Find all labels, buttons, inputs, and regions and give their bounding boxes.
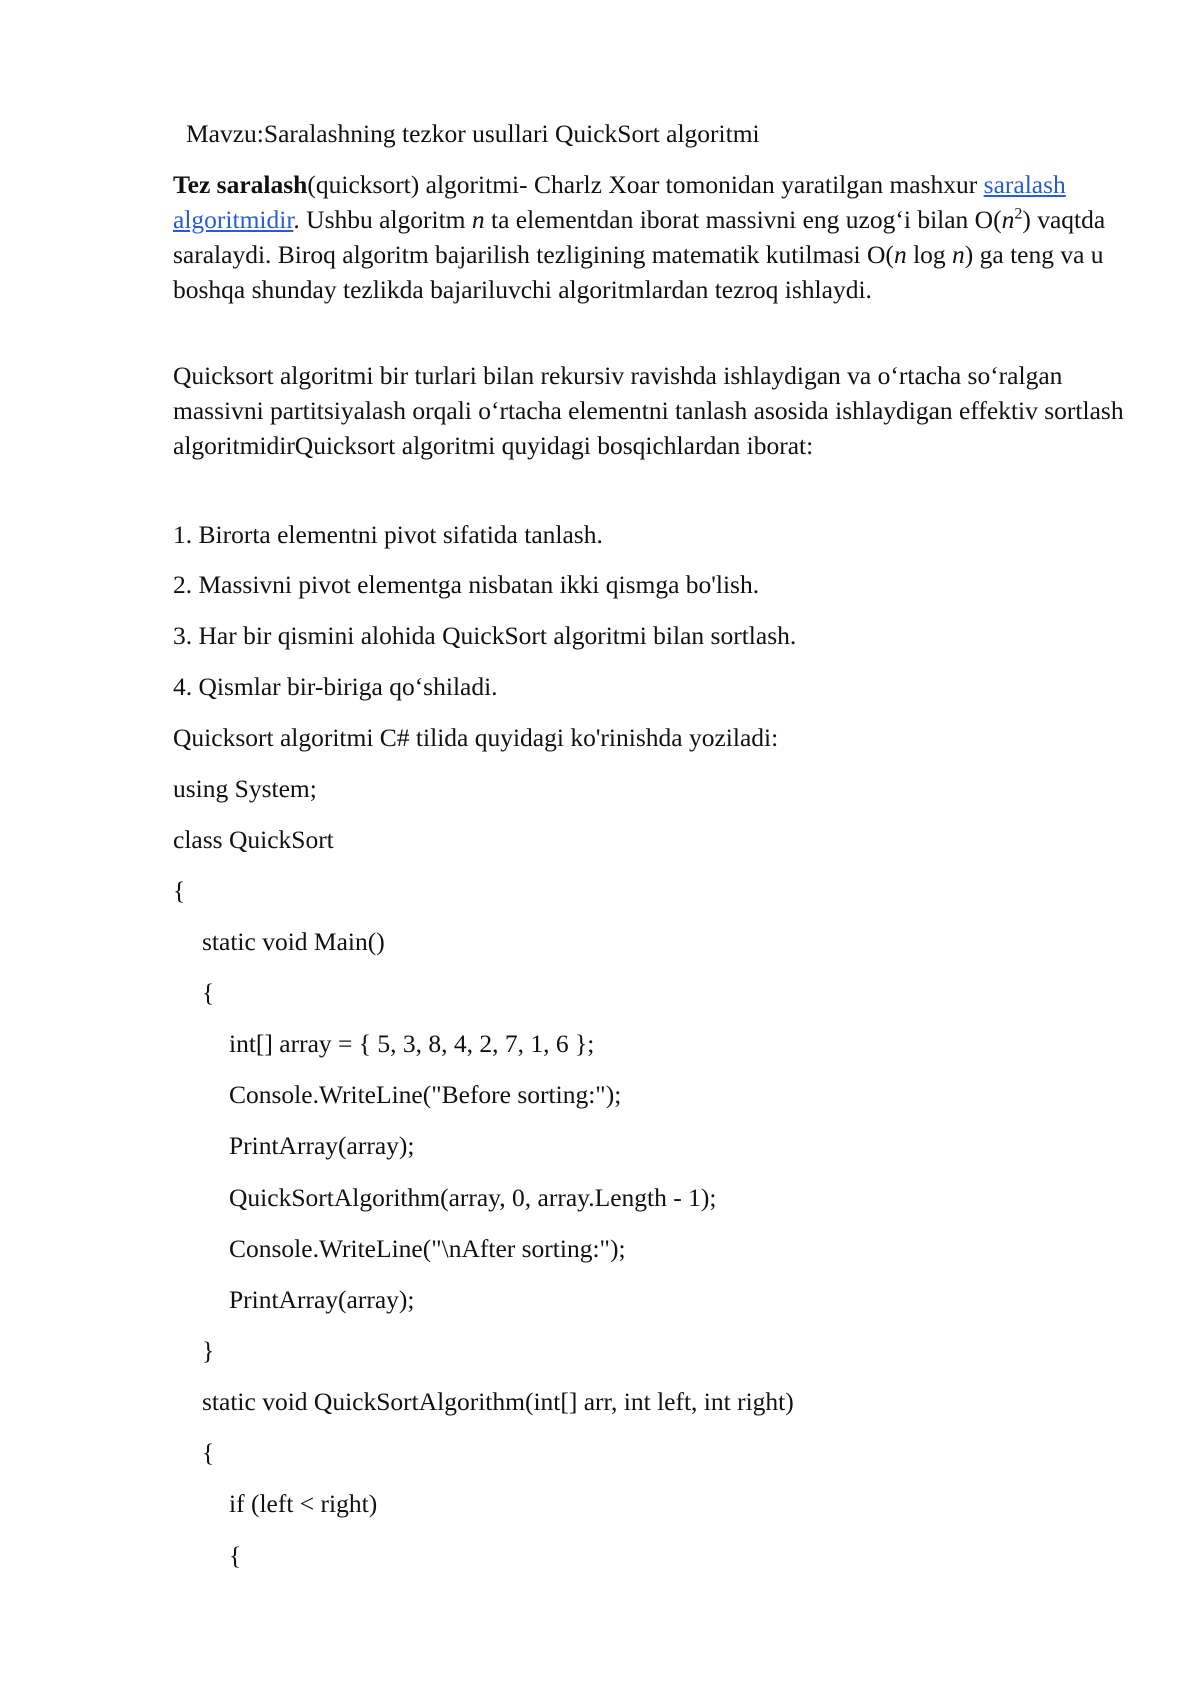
code-line: int[] array = { 5, 3, 8, 4, 2, 7, 1, 6 }; (229, 1029, 595, 1058)
math-var: n (952, 240, 965, 269)
code-line: if (left < right) (229, 1489, 378, 1518)
text-segment: (quicksort) algoritmi- Charlz Xoar tomonidan yaratilgan mashxur (307, 170, 984, 199)
paragraph-description: Quicksort algoritmi bir turlari bilan rekursiv ravishda ishlaydigan va o‘rtacha so‘ralgan massivni partitsiyalash orqali o‘rtacha elementni tanlash asosida ishlaydigan effektiv sortlash algoritmidirQuicksort algoritmi quyidagi bosqichlardan iborat: (173, 361, 1124, 460)
code-line: Console.WriteLine("Before sorting:"); (229, 1080, 622, 1109)
math-var: n (1001, 205, 1015, 234)
code-line: QuickSortAlgorithm(array, 0, array.Length - 1); (229, 1183, 717, 1212)
text-segment: ) ga teng va u boshqa shunday tezlikda bajariluvchi algoritmlardan tezroq ishlaydi. (173, 240, 1104, 304)
math-superscript: 2 (1014, 205, 1023, 223)
code-line: { (229, 1541, 242, 1570)
code-line: using System; (173, 774, 317, 803)
saralash-link[interactable]: saralash algoritmidir (173, 170, 1066, 234)
document-title: Mavzu:Saralashning tezkor usullari QuickSort algoritmi (186, 119, 760, 148)
code-line: } (202, 1336, 215, 1365)
math-var: n (893, 240, 907, 269)
step-1: 1. Birorta elementni pivot sifatida tanlash. (173, 520, 603, 549)
code-line: { (202, 978, 215, 1007)
math-var: n (471, 205, 485, 234)
text-segment: ) vaqtda saralaydi. Biroq algoritm bajarilish tezligining matematik kutilmasi O( (173, 205, 1106, 269)
code-line: PrintArray(array); (229, 1131, 415, 1160)
code-line: PrintArray(array); (229, 1285, 415, 1314)
code-line: static void QuickSortAlgorithm(int[] arr, int left, int right) (202, 1387, 794, 1416)
code-line: { (173, 876, 186, 905)
text-segment: ta elementdan iborat massivni eng uzog‘i bilan O( (484, 205, 1002, 234)
step-2: 2. Massivni pivot elementga nisbatan ikki qismga bo'lish. (173, 570, 760, 599)
term-bold: Tez saralash (173, 170, 308, 199)
paragraph-intro (173, 167, 1133, 307)
code-line: static void Main() (202, 927, 385, 956)
text-segment: log (906, 240, 953, 269)
step-4: 4. Qismlar bir-biriga qo‘shiladi. (173, 672, 498, 701)
code-intro: Quicksort algoritmi C# tilida quyidagi ko'rinishda yoziladi: (173, 723, 779, 752)
code-line: Console.WriteLine("\nAfter sorting:"); (229, 1234, 626, 1263)
code-line: class QuickSort (173, 825, 334, 854)
code-line: { (202, 1438, 215, 1467)
text-segment: . Ushbu algoritm (293, 205, 472, 234)
step-3: 3. Har bir qismini alohida QuickSort algoritmi bilan sortlash. (173, 621, 797, 650)
